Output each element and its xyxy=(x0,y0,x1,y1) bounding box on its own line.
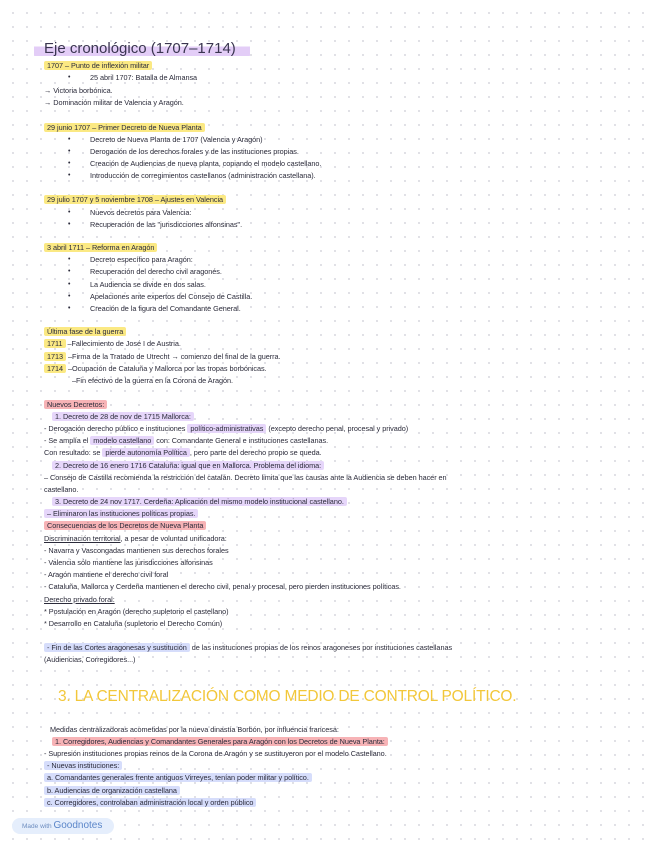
list-item: - Navarra y Vascongadas mantienen sus derechos forales xyxy=(44,546,229,555)
bullet-icon: • xyxy=(68,293,71,300)
section-3-heading: 3. LA CENTRALIZACIÓN COMO MEDIO DE CONTROL POLÍTICO. xyxy=(58,688,517,705)
list-item: Nuevos decretos para Valencia: xyxy=(90,208,192,217)
list-item: * Desarrollo en Cataluña (supletorio el Derecho Común) xyxy=(44,619,223,628)
list-item: - Nuevas instituciones: xyxy=(44,761,122,771)
list-item: Apelaciones ante expertos del Consejo de Castilla. xyxy=(90,292,253,301)
list-item: La Audiencia se divide en dos salas. xyxy=(90,280,206,289)
list-item: - Aragón mantiene el derecho civil foral xyxy=(44,570,169,579)
list-item: - Derogación derecho público e instituciones político-administrativas (excepto derecho penal, procesal y privado) xyxy=(44,424,409,433)
decree-cerdena: 3. Decreto de 24 nov 1717. Cerdeña: Aplicación del mismo modelo institucional castellano. xyxy=(52,497,347,507)
list-item: Decreto de Nueva Planta de 1707 (Valencia y Aragón) xyxy=(90,135,263,144)
list-item: - Se amplía el modelo castellano con: Comandante General e instituciones castellanas. xyxy=(44,436,329,445)
list-item: a. Comandantes generales frente antiguos Virreyes, tenían poder militar y político. xyxy=(44,773,312,783)
list-item: Introducción de corregimientos castellanos (administración castellana). xyxy=(90,171,316,180)
list-item: Medidas centralizadoras acometidas por la nueva dinastía Borbón, por influencia francesa: xyxy=(50,725,339,734)
bullet-icon: • xyxy=(68,305,71,312)
page-title: Eje cronológico (1707–1714) xyxy=(34,40,250,58)
section-heading-1711: 3 abril 1711 – Reforma en Aragón xyxy=(44,243,157,253)
list-item: c. Corregidores, controlaban administración local y orden público xyxy=(44,798,256,808)
list-item: - Cataluña, Mallorca y Cerdeña mantienen el derecho civil, penal y procesal, pero pierden instituciones políticas. xyxy=(44,582,401,591)
list-item-corregidores: 1. Corregidores, Audiencias y Comandantes Generales para Aragón con los Decretos de Nueva Planta: xyxy=(52,737,388,747)
bullet-icon: • xyxy=(68,74,71,81)
list-item: Recuperación del derecho civil aragonés. xyxy=(90,267,222,276)
list-item: –Fin efectivo de la guerra en la Corona de Aragón. xyxy=(72,376,233,385)
bullet-icon: • xyxy=(68,148,71,155)
list-item: → Victoria borbónica. xyxy=(44,86,113,95)
list-item: Derogación de los derechos forales y de las instituciones propias. xyxy=(90,147,299,156)
list-item: → Dominación militar de Valencia y Aragón. xyxy=(44,98,184,107)
list-item: Creación de la figura del Comandante General. xyxy=(90,304,241,313)
list-item: Discriminación territorial, a pesar de voluntad unificadora: xyxy=(44,534,227,543)
bullet-icon: • xyxy=(68,256,71,263)
subheading-derecho-privado: Derecho privado foral: xyxy=(44,595,115,604)
section-heading-ultima-fase: Última fase de la guerra xyxy=(44,327,126,337)
bullet-icon: • xyxy=(68,221,71,228)
decree-cataluna: 2. Decreto de 16 enero 1716 Cataluña: igual que en Mallorca. Problema del idioma: xyxy=(52,461,324,471)
decree-mallorca: 1. Decreto de 28 de nov de 1715 Mallorca: xyxy=(52,412,194,422)
list-item: Creación de Audiencias de nueva planta, copiando el modelo castellano. xyxy=(90,159,322,168)
list-item: Con resultado: se pierde autonomía Política , pero parte del derecho propio se queda. xyxy=(44,448,322,457)
section-heading-consecuencias: Consecuencias de los Decretos de Nueva Planta xyxy=(44,521,206,531)
list-item: Recuperación de las "jurisdicciones alfonsinas". xyxy=(90,220,243,229)
list-item: * Postulación en Aragón (derecho supletorio el castellano) xyxy=(44,607,229,616)
list-item: - Valencia sólo mantiene las jurisdicciones alfonsinas xyxy=(44,558,213,567)
list-item: – Consejo de Castilla recomienda la restricción del catalán. Decreto limita que las causas ante la Audiencia se deben hacer en xyxy=(44,473,447,482)
list-item: - Fin de las Cortes aragonesas y sustitución de las instituciones propias de los reinos aragoneses por instituciones castellanas xyxy=(44,643,452,653)
bullet-icon: • xyxy=(68,160,71,167)
section-heading-julio-1707: 29 julio 1707 y 5 noviembre 1708 – Ajustes en Valencia xyxy=(44,195,226,205)
list-item: - Supresión instituciones propias reinos de la Corona de Aragón y se sustituyeron por el modelo Castellano. xyxy=(44,749,387,758)
section-heading-junio-1707: 29 junio 1707 – Primer Decreto de Nueva Planta xyxy=(44,123,205,133)
list-item: Decreto específico para Aragón: xyxy=(90,255,193,264)
bullet-icon: • xyxy=(68,281,71,288)
list-item: 1713 –Firma de la Tratado de Utrecht → comienzo del final de la guerra. xyxy=(44,352,281,362)
bullet-icon: • xyxy=(68,136,71,143)
list-item: – Eliminaron las instituciones políticas propias. xyxy=(44,509,198,519)
bullet-icon: • xyxy=(68,172,71,179)
list-item: b. Audiencias de organización castellana xyxy=(44,786,180,796)
bullet-icon: • xyxy=(68,268,71,275)
list-item: (Audiencias, Corregidores...) xyxy=(44,655,136,664)
bullet-icon: • xyxy=(68,209,71,216)
goodnotes-badge[interactable]: Made with Goodnotes xyxy=(12,818,114,834)
list-item: 25 abril 1707: Batalla de Almansa xyxy=(90,73,198,82)
list-item: 1711 –Fallecimiento de José I de Austria. xyxy=(44,339,181,349)
list-item: 1714 –Ocupación de Cataluña y Mallorca por las tropas borbónicas. xyxy=(44,364,267,374)
section-heading-1707: 1707 – Punto de inflexión militar xyxy=(44,61,152,71)
list-item: castellano. xyxy=(44,485,79,494)
section-heading-nuevos-decretos: Nuevos Decretos: xyxy=(44,400,107,410)
